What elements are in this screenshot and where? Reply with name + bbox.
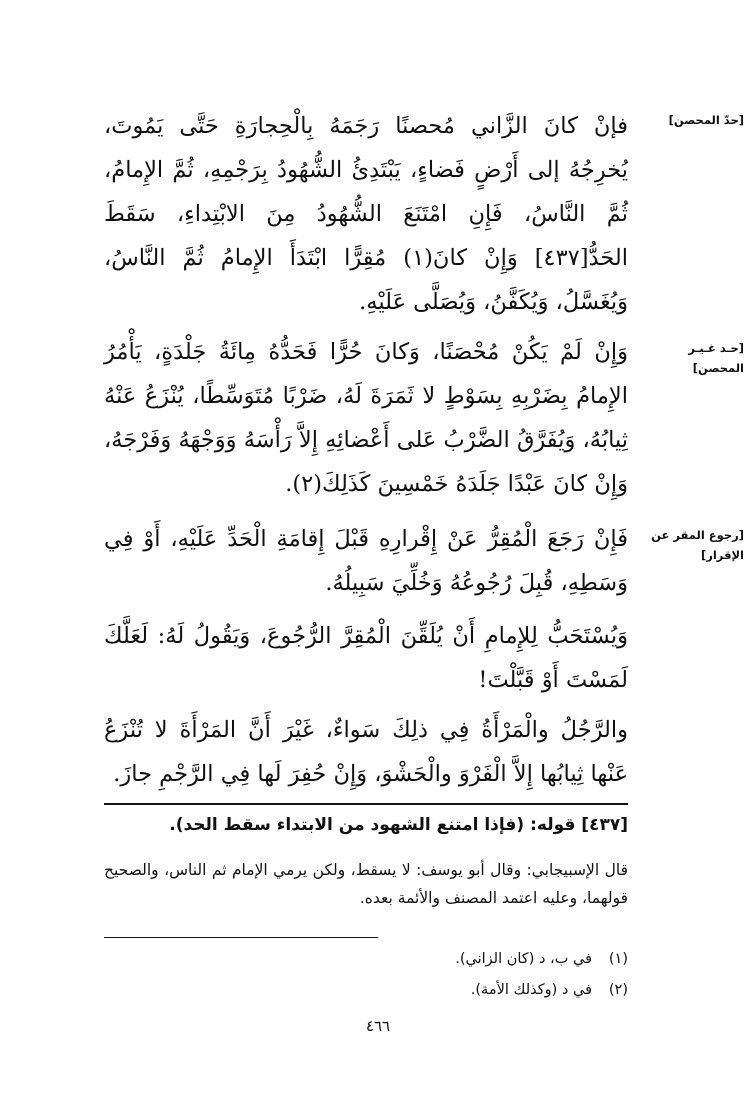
paragraph-muhsan: فإنْ كانَ الزَّاني مُحصنًا رَجَمَهُ بِالْحِجارَةِ حَتَّى يَمُوتَ، يُخرِجُهُ إلى أَرْضٍ فَضاءٍ، يَبْتَدِئُ الشُّهُودُ بِرَجْمِهِ، ثُمَّ الإِمامُ، ثُمَّ النَّاسُ، فَإِنِ امْتَنَعَ الشُّهُودُ مِنَ الابْتِداءِ، سَقَطَ الحَدُّ[٤٣٧] وَإِنْ كانَ(١) مُقِرًّا ابْتَدَأَ الإِمامُ ثُمَّ النَّاسُ، وَيُغَسَّلُ، وَيُكَفَّنُ، وَيُصَلَّى عَلَيْهِ. [104,113,629,315]
margin-note-rujoo: [رجوع المقر عن الإقرار] [651,528,744,562]
paragraph-ghayr-muhsan: وَإِنْ لَمْ يَكُنْ مُحْصَنًا، وَكانَ حُرًّا فَحَدُّهُ مِائَةُ جَلْدَةٍ، يَأْمُرُ الإِمامُ بِضَرْبِهِ بِسَوْطٍ لا ثَمَرَةَ لَهُ، ضَرْبًا مُتَوَسِّطًا، يُنْزَعُ عَنْهُ ثِيابُهُ، وَيُفَرَّقُ الضَّرْبُ عَلى أَعْضائِهِ إِلاَّ رَأْسَهُ وَوَجْهَهُ وَفَرْجَهُ، وَإِنْ كانَ عَبْدًا جَلَدَهُ خَمْسِينَ كَذَلِكَ(٢). [104,339,628,497]
page-number: ٤٦٦ [365,1017,391,1035]
paragraph-block-3 [104,517,628,605]
commentary-text: قال الإسبيجابي: وقال أبو يوسف: لا يسقط، ولكن يرمي الإمام ثم الناس، والصحيح قولهما، وعليه اعتمد المصنف والأئمة بعده. [104,861,628,907]
paragraph-block-2 [104,330,628,506]
footnote-separator [104,937,378,938]
paragraph-block-4 [104,614,628,702]
margin-note-ghayr-muhsan: [حـد غـيـر المحصن] [688,341,744,375]
paragraph-rujoo: فَإِنْ رَجَعَ الْمُقِرُّ عَنْ إِقْرارِهِ قَبْلَ إِقامَةِ الْحَدِّ عَلَيْهِ، أَوْ فِي وَسَطِهِ، قُبِلَ رُجُوعُهُ وَخُلِّيَ سَبِيلُهُ. [104,526,628,596]
footnote-item [104,944,628,975]
footnote-text: في د (وكذلك الأمة). [470,982,592,998]
commentary-heading: [٤٣٧] قوله: (فإذا امتنع الشهود من الابتداء سقط الحد). [169,815,628,835]
paragraph-block-5 [104,708,628,796]
footnote-number: (١) [608,951,628,967]
paragraph-block-1 [104,104,628,324]
commentary-separator [104,803,628,805]
footnote-number: (٢) [608,982,628,998]
footnote-text: في ب، د (كان الزاني). [455,951,592,967]
paragraph-talqin: وَيُسْتَحَبُّ لِلإِمامِ أَنْ يُلَقِّنَ الْمُقِرَّ الرُّجُوعَ، وَيَقُولُ لَهُ: لَعَلَّكَ لَمَسْتَ أَوْ قَبَّلْتَ! [104,623,628,693]
commentary-block [104,812,628,912]
margin-note-muhsan: [حدّ المحصن] [668,113,744,127]
footnote-item [104,975,628,1006]
paragraph-rajul-marah: والرَّجُلُ والْمَرْأَةُ فِي ذلِكَ سَواءٌ، غَيْرَ أَنَّ المَرْأَةَ لا تُنْزَعُ عَنْها ثِيابُها إِلاَّ الْفَرْوَ والْحَشْوَ، وَإِنْ حُفِرَ لَها فِي الرَّجْمِ جازَ. [104,717,628,787]
footnotes [104,944,628,1006]
